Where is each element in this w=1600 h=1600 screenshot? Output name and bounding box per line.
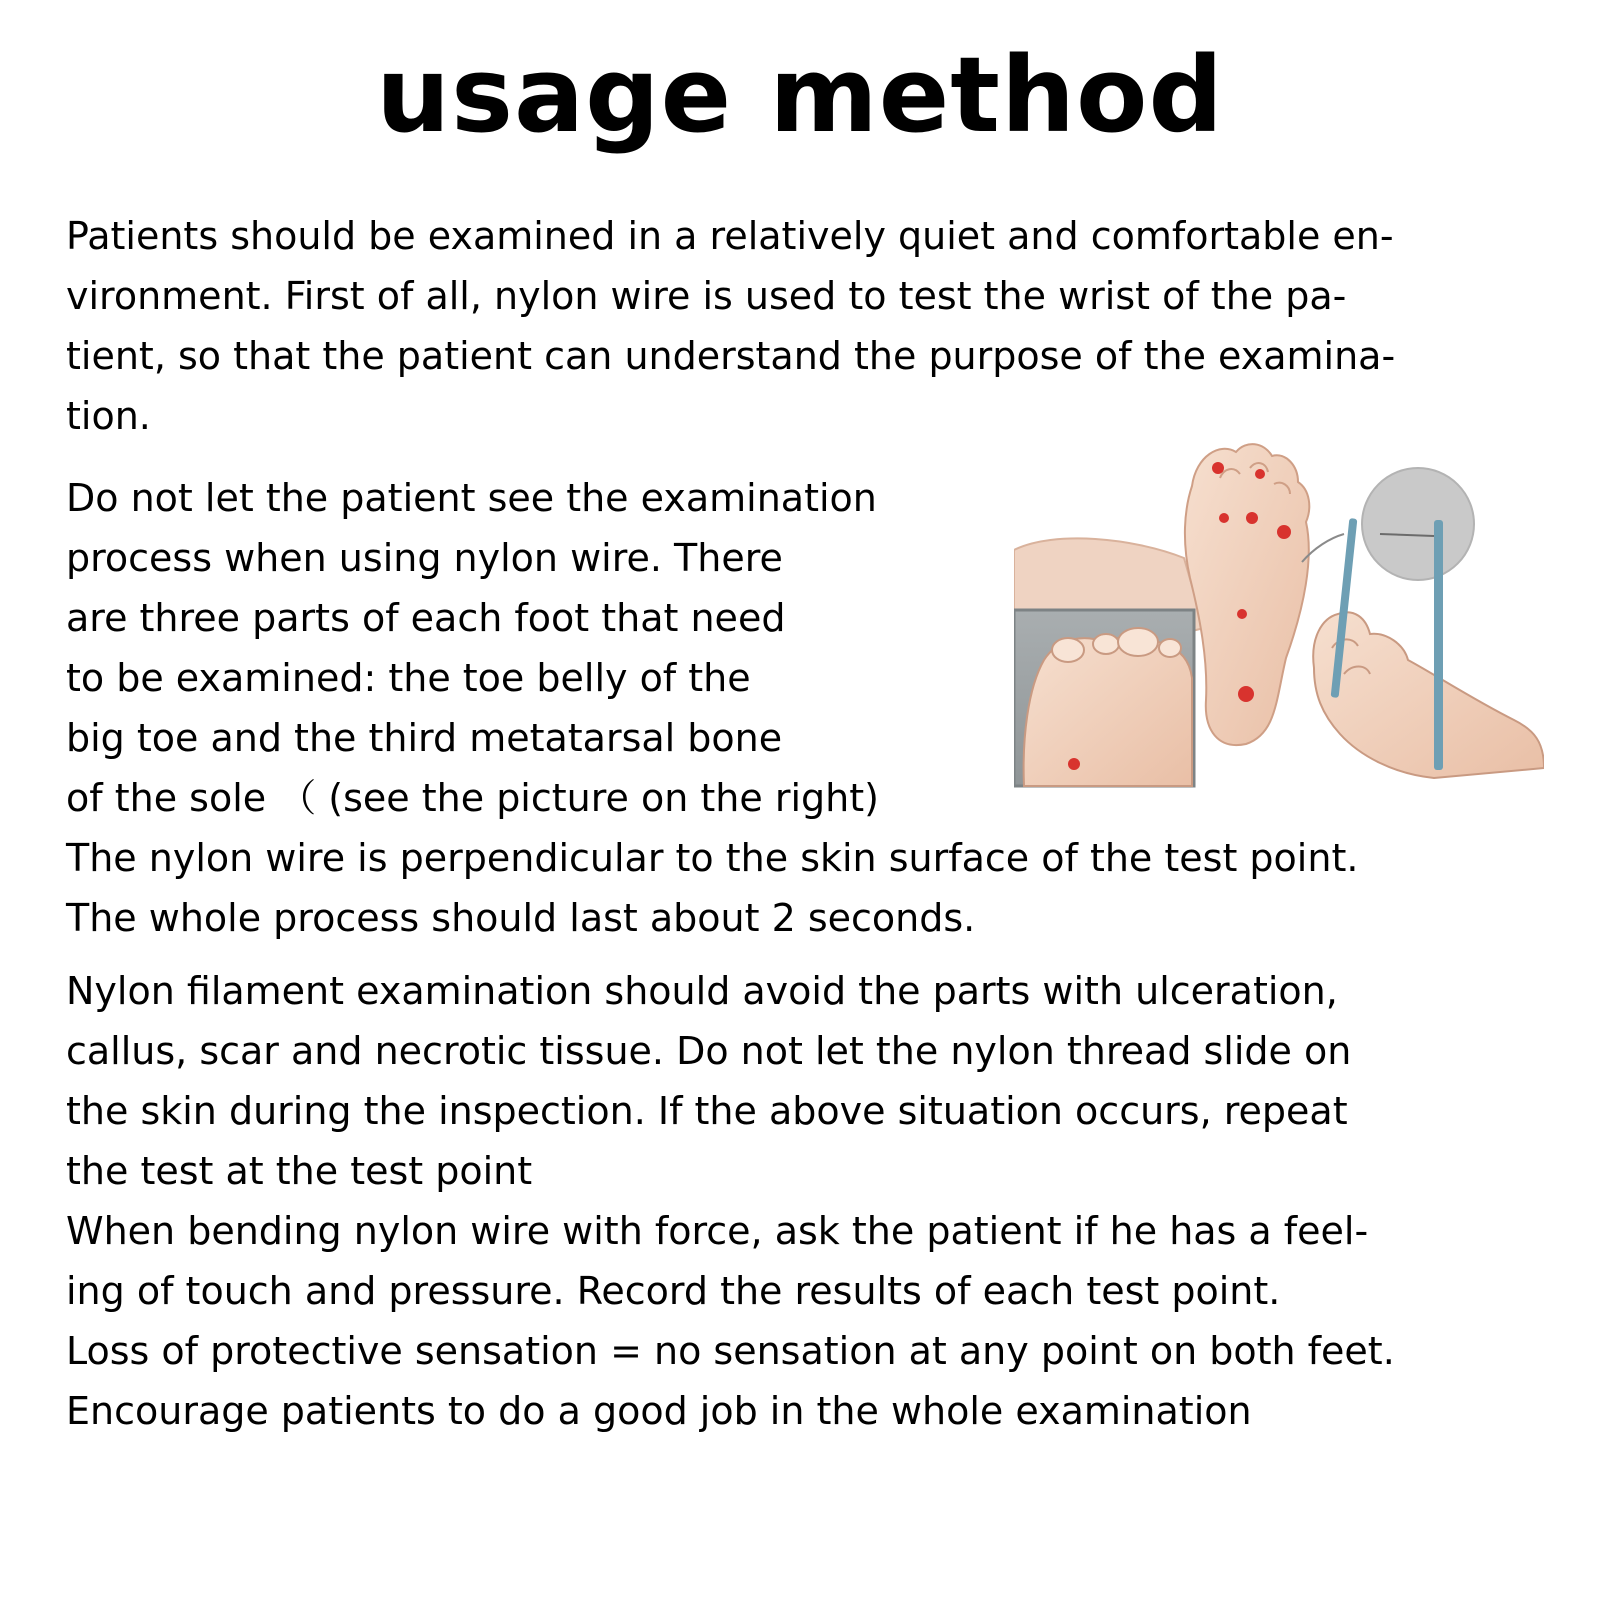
test-point: [1237, 609, 1247, 619]
test-point: [1255, 469, 1265, 479]
text-line: Do not let the patient see the examination: [66, 476, 877, 520]
text-line: tient, so that the patient can understand the purpose of the examina-: [66, 334, 1396, 378]
text-line: When bending nylon wire with force, ask the patient if he has a feel-: [66, 1209, 1369, 1253]
test-point: [1219, 513, 1229, 523]
text-line: Nylon filament examination should avoid the parts with ulceration,: [66, 969, 1338, 1013]
text-line: the test at the test point: [66, 1149, 533, 1193]
test-point: [1068, 758, 1080, 770]
text-line: tion.: [66, 394, 151, 438]
text-line: to be examined: the toe belly of the: [66, 656, 751, 700]
test-point: [1212, 462, 1224, 474]
text-line: the skin during the inspection. If the above situation occurs, repeat: [66, 1089, 1348, 1133]
text-line: vironment. First of all, nylon wire is used to test the wrist of the pa-: [66, 274, 1347, 318]
test-point: [1277, 525, 1291, 539]
text-line: ing of touch and pressure. Record the results of each test point.: [66, 1269, 1281, 1313]
paragraph-precautions: [66, 961, 1395, 1441]
text-line: callus, scar and necrotic tissue. Do not let the nylon thread slide on: [66, 1029, 1352, 1073]
paragraph-intro: [66, 206, 1395, 446]
test-point: [1238, 686, 1254, 702]
filament-handle: [1434, 520, 1443, 770]
text-line: process when using nylon wire. There: [66, 536, 783, 580]
filament-disc: [1362, 468, 1474, 580]
top-foot: [1024, 637, 1192, 786]
page-title: usage method: [376, 34, 1224, 156]
text-line: Encourage patients to do a good job in the whole examination: [66, 1389, 1252, 1433]
text-line: big toe and the third metatarsal bone: [66, 716, 783, 760]
text-line: of the sole （ (see the picture on the right): [66, 776, 879, 820]
hand: [1313, 612, 1544, 778]
text-line: Loss of protective sensation = no sensation at any point on both feet.: [66, 1329, 1395, 1373]
foot-monofilament-test-illustration-icon: [1014, 438, 1544, 798]
text-line: The whole process should last about 2 seconds.: [66, 896, 976, 940]
test-point: [1246, 512, 1258, 524]
text-line: Patients should be examined in a relatively quiet and comfortable en-: [66, 214, 1394, 258]
text-line: are three parts of each foot that need: [66, 596, 786, 640]
text-line: The nylon wire is perpendicular to the skin surface of the test point.: [66, 836, 1359, 880]
